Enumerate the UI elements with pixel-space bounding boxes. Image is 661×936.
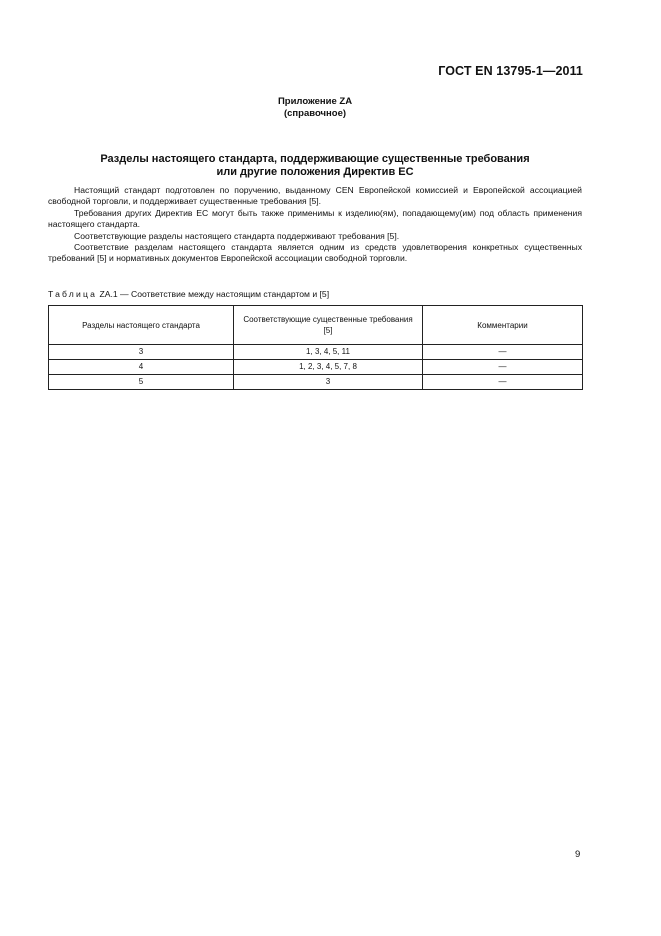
table-cell: —: [423, 345, 583, 360]
section-heading-line-2: или другие положения Директив ЕС: [216, 166, 414, 178]
annex-title: Приложение ZA: [277, 96, 353, 107]
table-row: [49, 345, 583, 360]
body-text: [48, 185, 582, 265]
paragraph: Соответствие разделам настоящего стандарта является одним из средств удовлетворения конкретных существенных требований [5] и нормативных документов Европейской ассоциации свободной торговли.: [48, 242, 582, 264]
table-caption: [48, 289, 329, 299]
section-heading: [0, 153, 630, 179]
compliance-table: [48, 305, 583, 390]
table-cell: —: [423, 360, 583, 375]
header-cell-sections: Разделы настоящего стандарта: [49, 306, 234, 345]
section-heading-line-1: Разделы настоящего стандарта, поддерживающие существенные требования: [100, 153, 530, 165]
table-cell: 1, 3, 4, 5, 11: [234, 345, 423, 360]
document-code: ГОСТ EN 13795-1—2011: [438, 64, 583, 78]
table-cell: 3: [49, 345, 234, 360]
table-cell: 3: [234, 375, 423, 390]
table-cell: —: [423, 375, 583, 390]
paragraph: Настоящий стандарт подготовлен по поручению, выданному CEN Европейской комиссией и Европейской ассоциацией свободной торговли, и поддерживает существенные требования [5].: [48, 185, 582, 207]
table-cell: 1, 2, 3, 4, 5, 7, 8: [234, 360, 423, 375]
table-caption-label: Таблица: [48, 289, 98, 299]
page-number: 9: [575, 849, 581, 860]
table-header-row: [49, 306, 583, 345]
annex-subtitle: (справочное): [283, 108, 347, 119]
table-caption-text: ZA.1 — Соответствие между настоящим стандартом и [5]: [97, 289, 330, 299]
paragraph: Соответствующие разделы настоящего стандарта поддерживают требования [5].: [74, 230, 400, 241]
table-row: [49, 360, 583, 375]
header-cell-requirements: Соответствующие существенные требования [5]: [234, 306, 423, 345]
table-row: [49, 375, 583, 390]
table-cell: 5: [49, 375, 234, 390]
header-cell-comments: Комментарии: [423, 306, 583, 345]
table-cell: 4: [49, 360, 234, 375]
annex-block: [0, 96, 630, 120]
paragraph: Требования других Директив ЕС могут быть также применимы к изделию(ям), попадающему(им) под область применения настоящего стандарта.: [48, 207, 582, 230]
